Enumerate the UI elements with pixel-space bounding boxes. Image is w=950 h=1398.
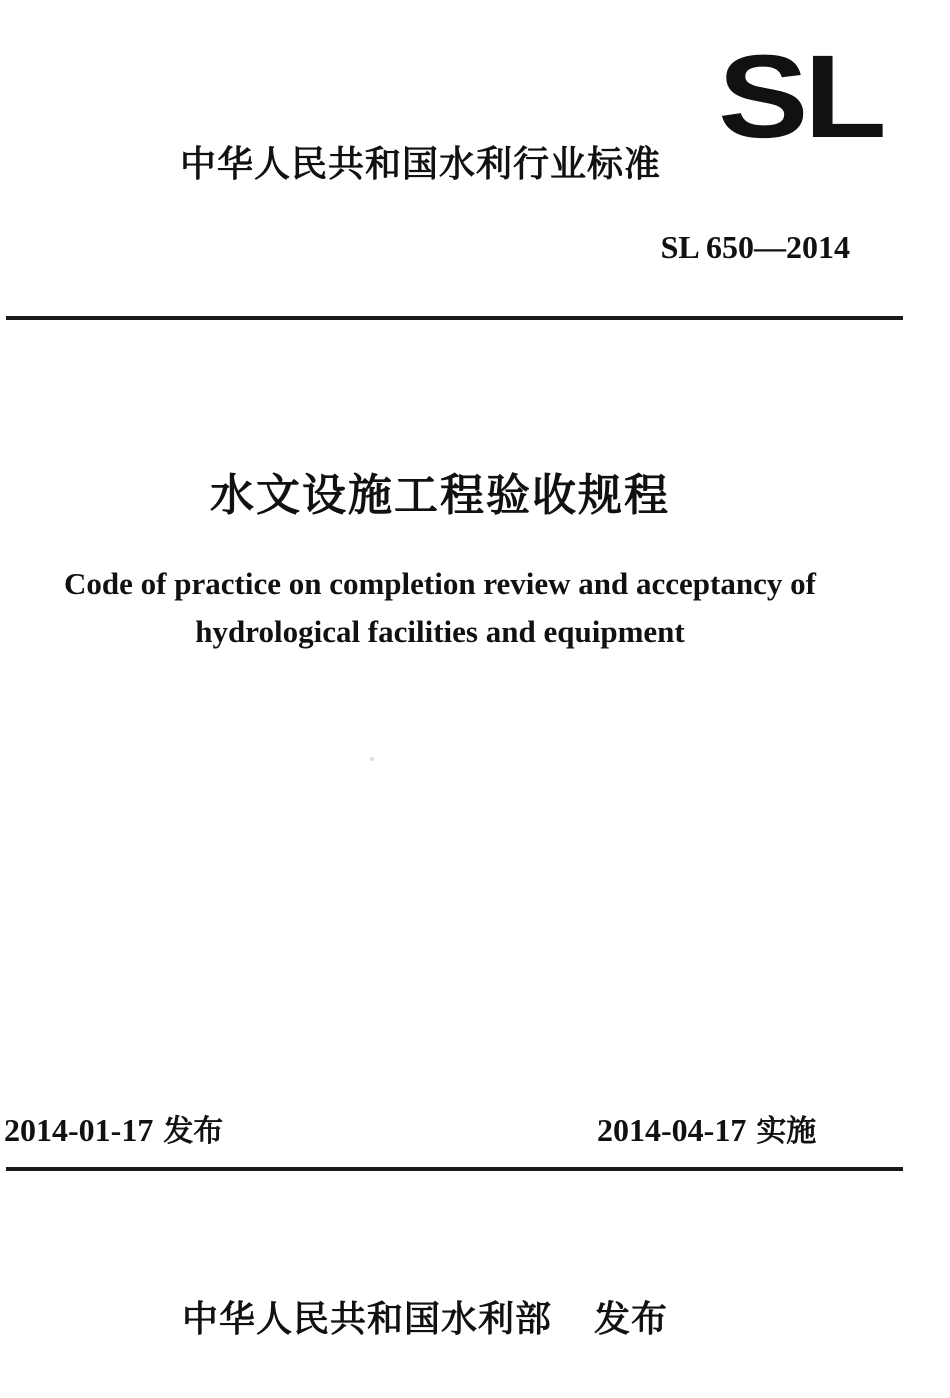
effective-date: 2014-04-17 bbox=[597, 1112, 747, 1148]
issue-date-line bbox=[4, 1110, 223, 1152]
chinese-title: 水文设施工程验收规程 bbox=[210, 470, 670, 521]
english-title bbox=[0, 560, 880, 656]
industry-standard-heading: 中华人民共和国水利行业标准 bbox=[180, 144, 662, 185]
sl-logo: SL bbox=[718, 31, 883, 163]
english-title-line-1: Code of practice on completion review and acceptancy of bbox=[64, 566, 816, 601]
publisher-name: 中华人民共和国水利部 bbox=[182, 1299, 553, 1340]
issue-label: 发布 bbox=[163, 1114, 224, 1149]
bottom-divider bbox=[6, 1167, 903, 1171]
publish-label: 发布 bbox=[594, 1299, 669, 1340]
standard-code: SL 650—2014 bbox=[660, 229, 850, 265]
scan-speck bbox=[370, 757, 374, 761]
top-divider bbox=[6, 316, 903, 320]
effective-date-line bbox=[597, 1110, 816, 1152]
english-title-line-2: hydrological facilities and equipment bbox=[195, 614, 685, 649]
effective-label: 实施 bbox=[756, 1114, 817, 1149]
issue-date: 2014-01-17 bbox=[4, 1112, 154, 1148]
publisher-line bbox=[182, 1296, 668, 1344]
